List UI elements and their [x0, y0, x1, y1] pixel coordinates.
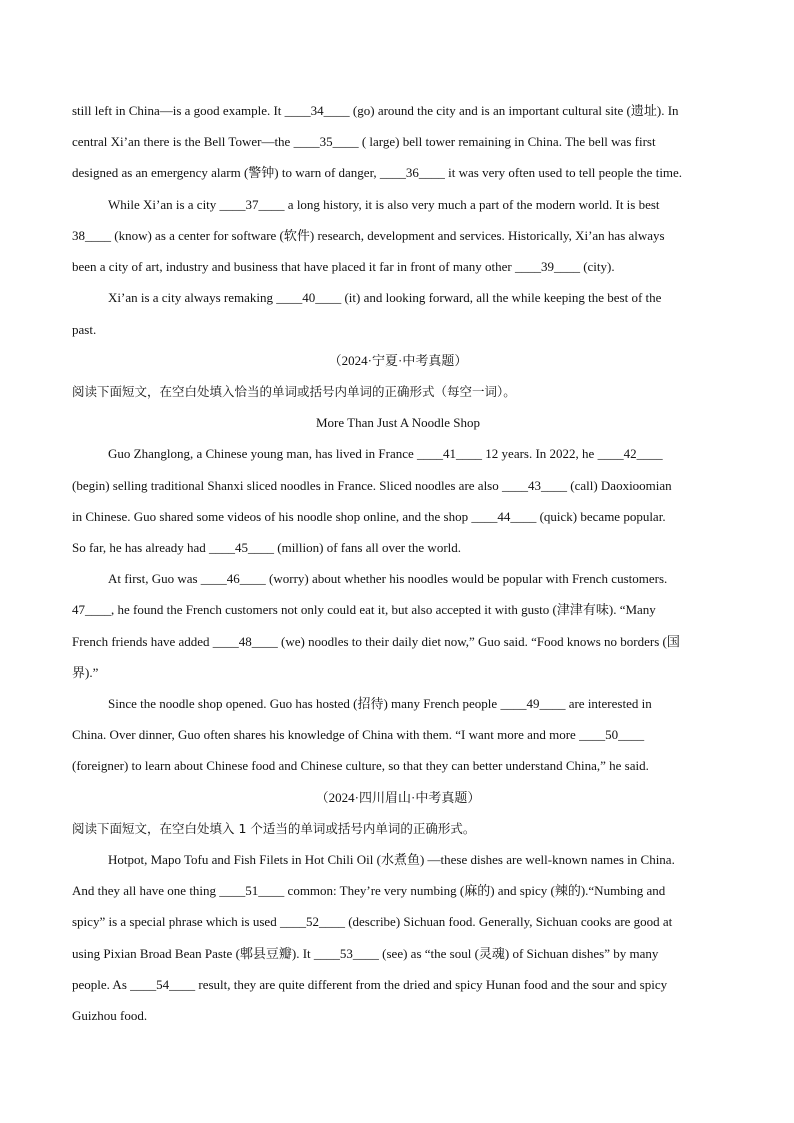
passage-line: At first, Guo was ____46____ (worry) about whether his noodles would be popular with French customers.	[108, 571, 668, 586]
passage-line: Since the noodle shop opened. Guo has hosted (招待) many French people ____49____ are interested in	[108, 696, 652, 711]
passage-line: 界).”	[72, 665, 99, 680]
section-instruction: 阅读下面短文，在空白处填入 1 个适当的单词或括号内单词的正确形式。	[72, 821, 476, 836]
passage-line: still left in China—is a good example. It ____34____ (go) around the city and is an important cultural site (遗址). In	[72, 103, 679, 118]
passage-line: Guo Zhanglong, a Chinese young man, has lived in France ____41____ 12 years. In 2022, he ____42____	[108, 446, 663, 461]
passage-line: in Chinese. Guo shared some videos of his noodle shop online, and the shop ____44____ (quick) became popular.	[72, 509, 666, 524]
passage-line: Xi’an is a city always remaking ____40____ (it) and looking forward, all the while keeping the best of the	[108, 290, 662, 305]
section-source: （2024·四川眉山·中考真题）	[315, 790, 481, 805]
passage-line: (foreigner) to learn about Chinese food and Chinese culture, so that they can better understand China,” he said.	[72, 758, 649, 773]
passage-line: designed as an emergency alarm (警钟) to warn of danger, ____36____ it was very often used to tell people the time.	[72, 165, 683, 180]
passage-line: been a city of art, industry and business that have placed it far in front of many other ____39____ (city).	[72, 259, 615, 274]
passage-title: More Than Just A Noodle Shop	[315, 415, 481, 430]
passage-line: past.	[72, 322, 97, 337]
passage-line: (begin) selling traditional Shanxi sliced noodles in France. Sliced noodles are also ____43____ (call) Daoxioomian	[72, 478, 672, 493]
passage-line: 38____ (know) as a center for software (软件) research, development and services. Historically, Xi’an has always	[72, 228, 665, 243]
passage-line: While Xi’an is a city ____37____ a long history, it is also very much a part of the modern world. It is best	[108, 197, 660, 212]
passage-line: Hotpot, Mapo Tofu and Fish Filets in Hot Chili Oil (水煮鱼) —these dishes are well-known names in China.	[108, 852, 675, 867]
passage-line: 47____, he found the French customers not only could eat it, but also accepted it with gusto (津津有味). “Many	[72, 602, 656, 617]
passage-line: China. Over dinner, Guo often shares his knowledge of China with them. “I want more and more ____50____	[72, 727, 645, 742]
passage-line: French friends have added ____48____ (we) noodles to their daily diet now,” Guo said. “Food knows no borders (国	[72, 634, 680, 649]
section-source: （2024·宁夏·中考真题）	[328, 353, 468, 368]
passage-line: spicy” is a special phrase which is used ____52____ (describe) Sichuan food. Generally, Sichuan cooks are good at	[72, 914, 673, 929]
passage-line: central Xi’an there is the Bell Tower—the ____35____ ( large) bell tower remaining in China. The bell was first	[72, 134, 656, 149]
passage-line: Guizhou food.	[72, 1008, 148, 1023]
passage-line: people. As ____54____ result, they are quite different from the dried and spicy Hunan food and the sour and spicy	[72, 977, 668, 992]
passage-line: And they all have one thing ____51____ common: They’re very numbing (麻的) and spicy (辣的).“Numbing and	[72, 883, 666, 898]
section-instruction: 阅读下面短文，在空白处填入恰当的单词或括号内单词的正确形式（每空一词）。	[72, 384, 516, 399]
passage-line: So far, he has already had ____45____ (million) of fans all over the world.	[72, 540, 462, 555]
passage-line: using Pixian Broad Bean Paste (郫县豆瓣). It ____53____ (see) as “the soul (灵魂) of Sichuan dishes” by many	[72, 946, 659, 961]
